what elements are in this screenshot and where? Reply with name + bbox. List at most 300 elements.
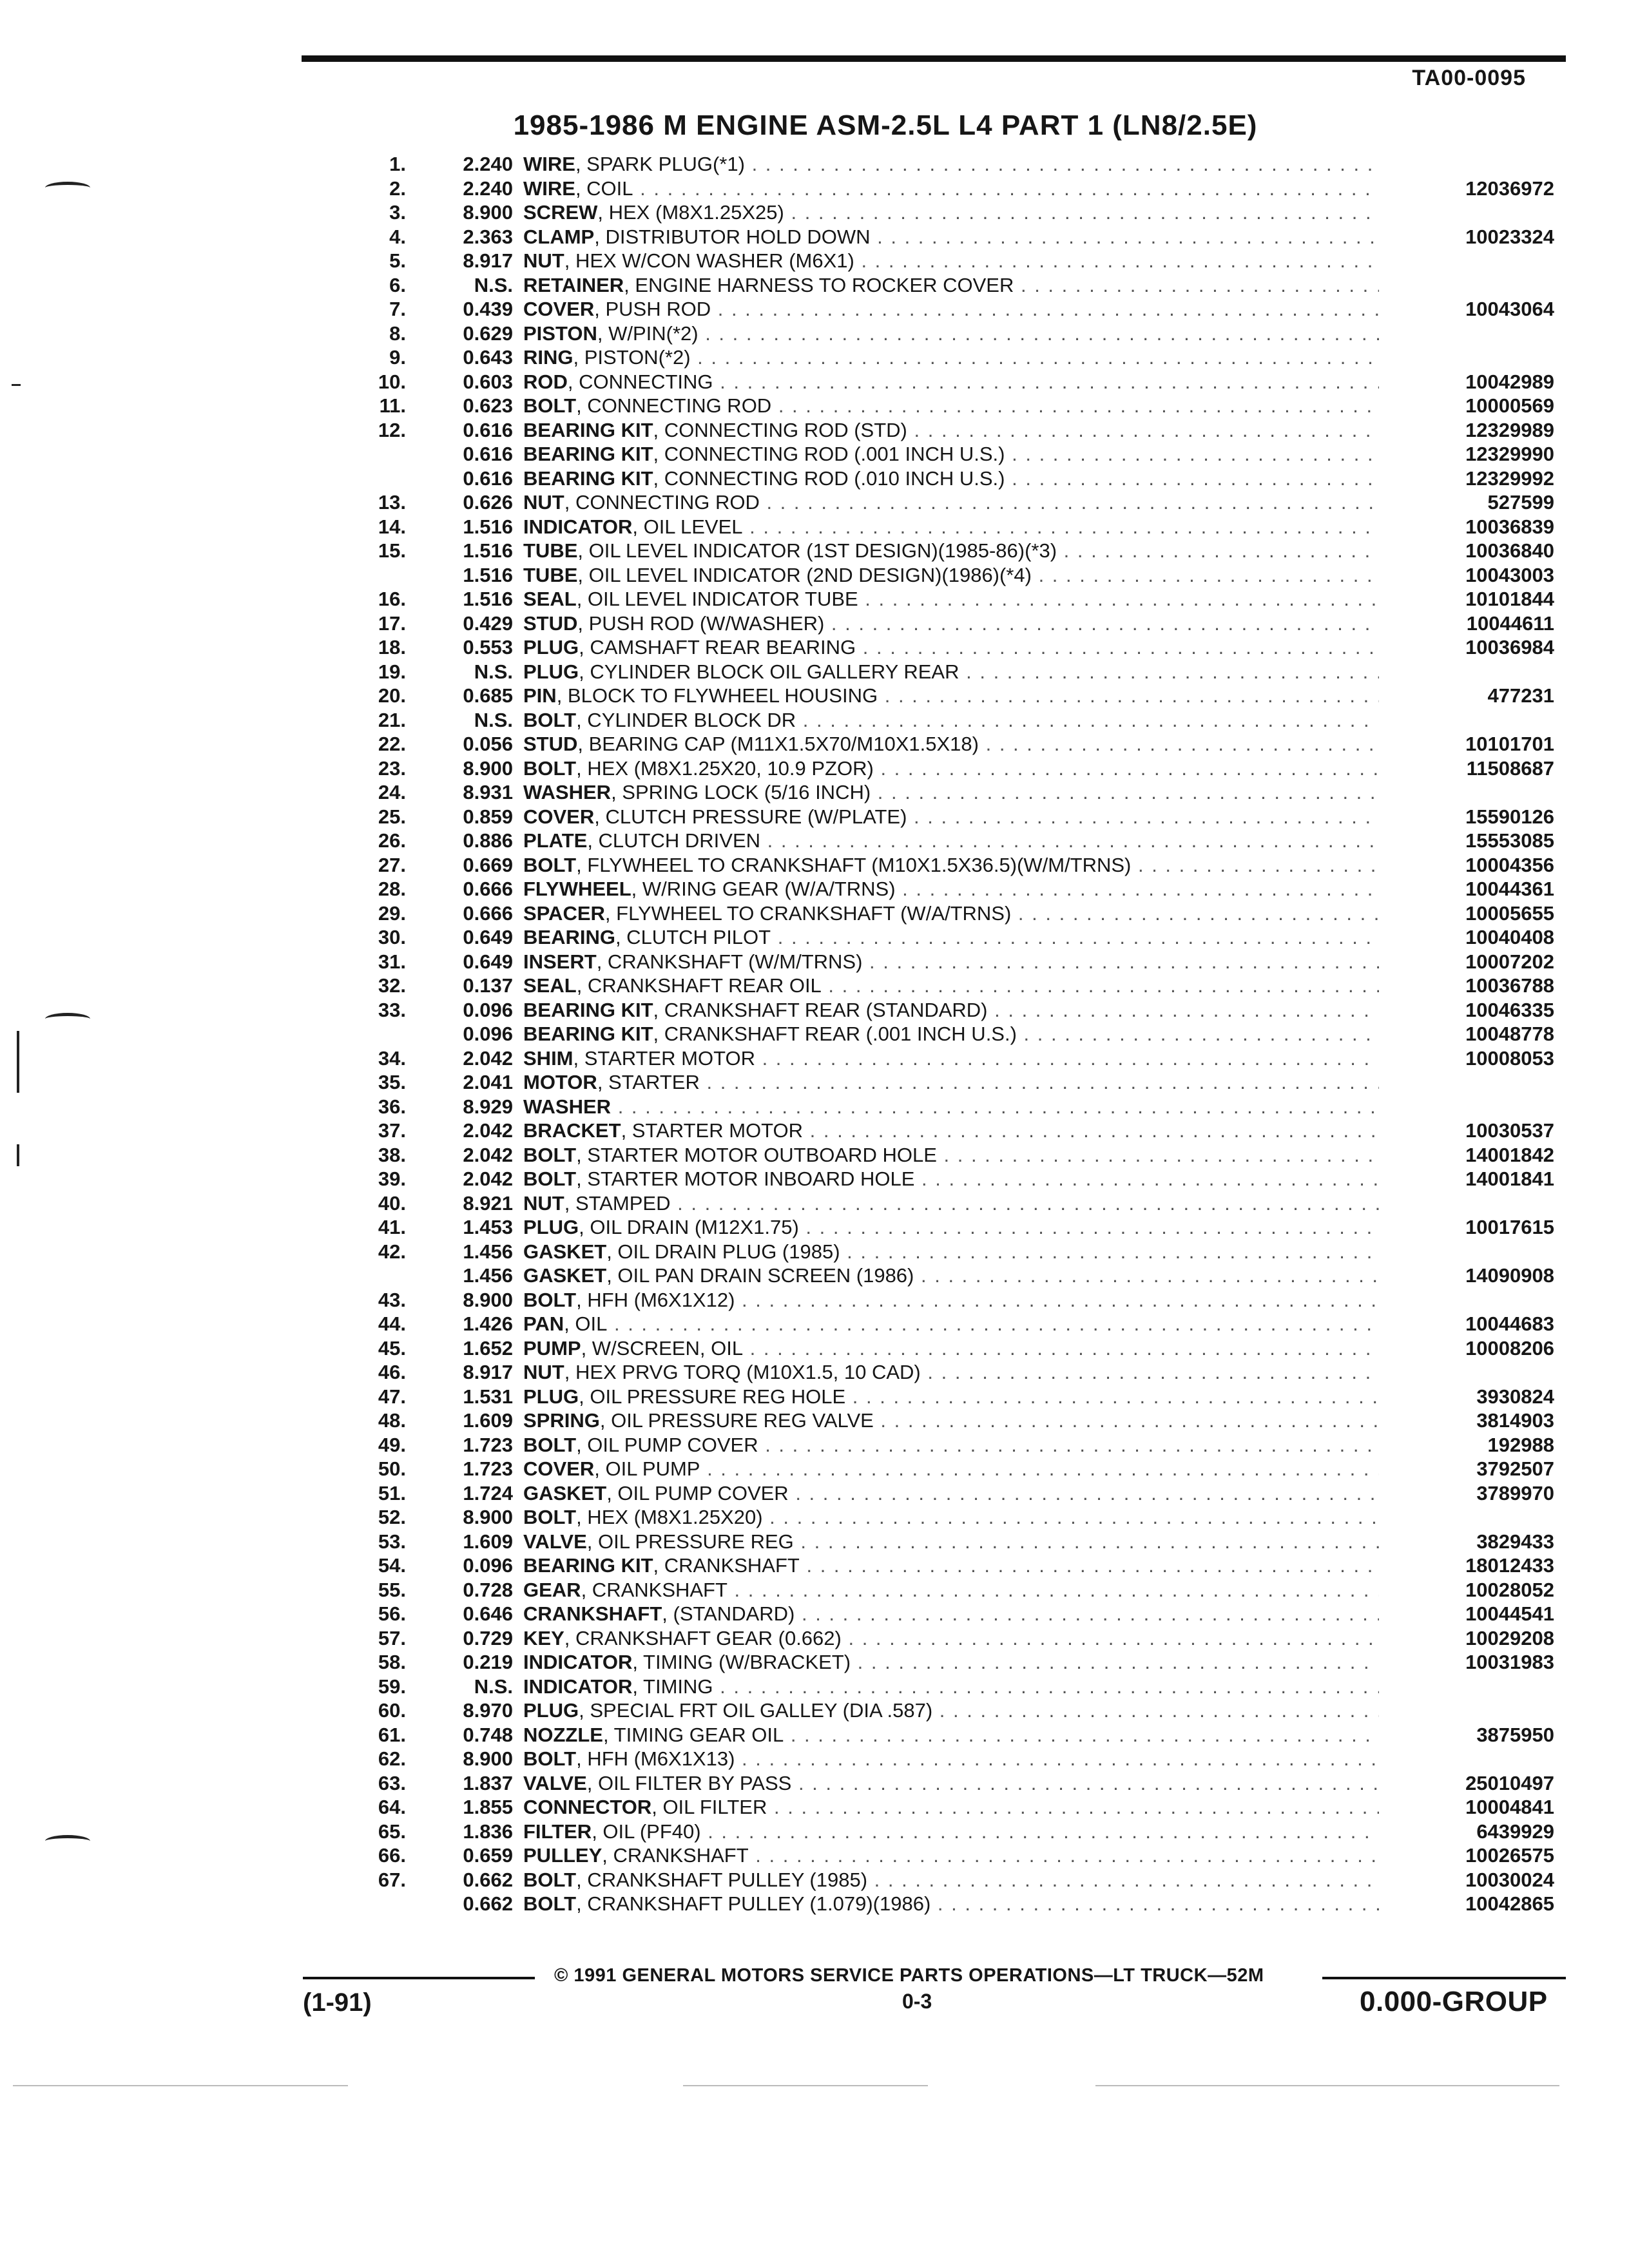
part-number: 14001841 [1380,1167,1554,1191]
part-name: SPRING [523,1409,600,1432]
part-detail: , OIL LEVEL INDICATOR (2ND DESIGN)(1986)(*4) [577,563,1032,586]
group-code: 0.623 [463,394,513,417]
part-row [348,1481,1566,1506]
part-description [523,1843,1379,1868]
part-description [523,1626,1379,1651]
part-description [523,1312,1379,1336]
part-row [348,1070,1566,1095]
group-code: 1.516 [463,588,513,610]
part-detail: , CLUTCH DRIVEN [587,829,761,852]
part-row [348,297,1566,322]
part-description [523,611,1379,636]
group-code: 0.649 [463,950,513,973]
part-row [348,1698,1566,1723]
item-number: 37. [378,1119,406,1142]
part-name: SEAL [523,588,577,610]
part-row [348,1240,1566,1264]
part-detail: , OIL DRAIN (M12X1.75) [579,1216,799,1238]
part-number: 10101844 [1380,587,1554,611]
part-description [523,780,1379,805]
part-number: 10044361 [1380,877,1554,901]
part-name: TUBE [523,563,578,586]
item-number: 38. [378,1143,406,1166]
part-row [348,829,1566,853]
part-number: 18012433 [1380,1553,1554,1578]
part-number: 3875950 [1380,1723,1554,1747]
part-description [523,1408,1379,1433]
part-row [348,177,1566,201]
part-description [523,1022,1379,1046]
group-code: 0.728 [463,1578,513,1601]
part-name: BEARING [523,926,615,948]
part-name: BOLT [523,1143,577,1166]
part-row [348,1095,1566,1119]
part-name: COVER [523,298,595,320]
item-number: 50. [378,1457,406,1480]
part-row [348,418,1566,443]
item-number: 44. [378,1312,406,1335]
part-name: BOLT [523,1506,577,1528]
item-number: 60. [378,1699,406,1722]
part-number: 25010497 [1380,1771,1554,1796]
group-code: 0.137 [463,974,513,997]
page-number: 0-3 [902,1990,932,2013]
part-number: 10101701 [1380,732,1554,756]
part-name: PLATE [523,829,588,852]
part-number: 10000569 [1380,394,1554,418]
part-description [523,1070,1379,1095]
item-number: 5. [389,249,406,272]
item-number: 25. [378,805,406,828]
part-name: STUD [523,611,578,635]
part-row [348,1892,1566,1916]
scan-line [683,2085,928,2086]
part-number: 10044541 [1380,1602,1554,1626]
part-row [348,1408,1566,1433]
group-code: 1.456 [463,1240,513,1263]
part-number: 10043064 [1380,297,1554,322]
part-detail: , CONNECTING ROD [576,394,772,417]
part-name: PISTON [523,322,597,345]
group-code: 0.666 [463,878,513,900]
part-name: PUMP [523,1336,581,1360]
part-number: 10048778 [1380,1022,1554,1046]
part-row [348,1626,1566,1651]
group-code: 0.649 [463,926,513,948]
item-number: 55. [378,1578,406,1601]
group-code: 0.056 [463,733,513,755]
footer-rule-left [303,1977,535,1979]
group-code: 1.609 [463,1530,513,1553]
part-name: INDICATOR [523,1651,633,1673]
part-detail: , OIL PUMP COVER [606,1481,789,1504]
item-number: 18. [378,636,406,658]
part-name: GASKET [523,1481,607,1504]
part-description [523,539,1379,563]
part-row [348,1288,1566,1312]
part-description [523,1505,1379,1530]
group-code: 2.363 [463,225,513,248]
group-code: 8.900 [463,1506,513,1528]
part-name: BOLT [523,1433,577,1456]
group-code: 1.609 [463,1409,513,1432]
part-name: WASHER [523,1095,612,1118]
part-number: 10043003 [1380,563,1554,588]
part-description [523,1336,1379,1361]
item-number: 2. [389,177,406,200]
part-number: 3930824 [1380,1385,1554,1409]
part-number: 10036839 [1380,515,1554,539]
part-row [348,1215,1566,1240]
margin-mark [17,1031,19,1093]
part-row [348,1119,1566,1143]
part-number: 10005655 [1380,901,1554,926]
part-row [348,1360,1566,1385]
group-code: 0.096 [463,1554,513,1577]
part-name: WIRE [523,153,575,175]
part-detail: , FLYWHEEL TO CRANKSHAFT (M10X1.5X36.5)(W/M/TRNS) [576,853,1132,876]
part-row [348,1650,1566,1675]
part-description [523,1119,1379,1143]
part-description [523,1892,1379,1916]
part-name: NUT [523,1191,564,1215]
part-detail: , OIL LEVEL [632,515,743,538]
part-number: 10023324 [1380,225,1554,249]
group-code: 0.096 [463,1023,513,1045]
part-name: STUD [523,733,578,755]
part-row [348,998,1566,1023]
group-code: 0.685 [463,684,513,707]
part-detail: , CONNECTING ROD (STD) [653,418,907,441]
part-name: GASKET [523,1240,607,1263]
margin-mark [45,1835,90,1847]
group-number: 0.000-GROUP [1360,1986,1548,2017]
group-code: 8.900 [463,756,513,780]
group-code: 8.917 [463,249,513,272]
item-number: 15. [378,539,406,562]
part-description [523,1675,1379,1699]
part-description [523,152,1379,177]
part-detail: , STARTER [597,1071,700,1093]
part-detail: , BLOCK TO FLYWHEEL HOUSING [556,684,878,707]
part-detail: , HEX W/CON WASHER (M6X1) [564,249,854,272]
part-detail: , HEX (M8X1.25X20) [576,1506,763,1528]
part-row [348,1602,1566,1626]
group-code: 0.859 [463,805,513,828]
item-number: 1. [389,153,406,175]
group-code: 2.042 [463,1046,513,1070]
part-description [523,1046,1379,1071]
item-number: 56. [378,1602,406,1625]
part-description [523,1264,1379,1288]
part-number: 6439929 [1380,1820,1554,1844]
part-name: PAN [523,1312,564,1335]
part-description [523,1457,1379,1481]
part-name: GEAR [523,1578,581,1601]
item-number: 17. [378,611,406,635]
part-name: PLUG [523,636,579,658]
item-number: 31. [378,950,406,973]
part-description [523,249,1379,273]
part-name: PLUG [523,660,579,683]
part-detail: , CAMSHAFT REAR BEARING [579,636,856,658]
item-number: 6. [389,273,406,296]
part-name: COVER [523,805,595,828]
group-code: 0.616 [463,418,513,441]
part-description [523,1095,1379,1119]
part-detail: , W/PIN(*2) [597,322,699,345]
part-name: NOZZLE [523,1723,603,1746]
part-row [348,1578,1566,1602]
margin-mark [12,384,21,386]
part-detail: , STARTER MOTOR [573,1046,755,1070]
part-row [348,345,1566,370]
part-detail: , COIL [575,177,633,200]
part-name: PLUG [523,1385,579,1408]
part-description [523,1553,1379,1578]
part-detail: , OIL PRESSURE REG VALVE [599,1409,874,1432]
part-description [523,394,1379,418]
part-description [523,177,1379,201]
part-description [523,370,1379,394]
part-description [523,225,1379,249]
part-detail: , CRANKSHAFT REAR (.001 INCH U.S.) [653,1023,1017,1045]
part-number: 10046335 [1380,998,1554,1023]
part-number: 10030024 [1380,1868,1554,1892]
part-row [348,370,1566,394]
part-name: PLUG [523,1216,579,1238]
part-description [523,974,1379,998]
part-number: 10008206 [1380,1336,1554,1361]
part-row [348,539,1566,563]
part-row [348,515,1566,539]
part-detail: , SPRING LOCK (5/16 INCH) [611,781,871,803]
page-title [0,110,1629,142]
part-row [348,563,1566,588]
part-name: BOLT [523,1747,577,1770]
part-description [523,708,1379,733]
part-detail: , OIL PUMP [594,1457,700,1480]
part-row [348,1530,1566,1554]
part-row [348,1457,1566,1481]
group-code: 0.662 [463,1868,513,1891]
margin-mark [45,182,90,194]
part-row [348,732,1566,756]
group-code: 1.426 [463,1312,513,1335]
part-number: 12329989 [1380,418,1554,443]
part-row [348,225,1566,249]
part-row [348,1843,1566,1868]
part-description [523,684,1379,708]
part-number: 10042989 [1380,370,1554,394]
part-number: 10004356 [1380,853,1554,878]
item-number: 39. [378,1168,406,1190]
part-description [523,563,1379,588]
part-name: BOLT [523,756,577,780]
part-description [523,877,1379,901]
part-description [523,925,1379,950]
part-detail: , CRANKSHAFT (W/M/TRNS) [596,950,863,973]
item-number: 51. [378,1481,406,1504]
item-number: 32. [378,974,406,997]
group-code: 0.748 [463,1723,513,1746]
group-code: 0.886 [463,829,513,852]
item-number: 41. [378,1216,406,1238]
group-code: 1.516 [463,515,513,538]
part-number: 10004841 [1380,1795,1554,1820]
item-number: 30. [378,926,406,948]
part-detail: , OIL [564,1312,608,1335]
part-number: 10017615 [1380,1215,1554,1240]
part-row [348,466,1566,491]
part-number: 15590126 [1380,805,1554,829]
part-description [523,756,1379,781]
part-name: BEARING KIT [523,998,653,1021]
part-description [523,1771,1379,1796]
part-number: 10036984 [1380,635,1554,660]
part-number: 11508687 [1380,756,1554,781]
group-code: 2.042 [463,1143,513,1166]
part-row [348,249,1566,273]
part-name: NUT [523,249,564,272]
group-code: 8.921 [463,1191,513,1215]
part-row [348,660,1566,684]
part-number: 10044683 [1380,1312,1554,1336]
part-name: SCREW [523,201,598,224]
scan-line [13,2085,348,2086]
part-number: 10044611 [1380,611,1554,636]
part-detail: , HFH (M6X1X12) [576,1288,735,1311]
part-detail: , OIL PUMP COVER [576,1433,758,1456]
part-row [348,200,1566,225]
item-number: 53. [378,1530,406,1553]
part-description [523,418,1379,443]
part-name: INDICATOR [523,515,633,538]
part-description [523,1191,1379,1216]
part-name: FLYWHEEL [523,878,631,900]
scan-line [1095,2085,1559,2086]
part-detail: , CYLINDER BLOCK OIL GALLERY REAR [579,660,959,683]
item-number: 21. [378,708,406,731]
part-number: 12036972 [1380,177,1554,201]
part-row [348,780,1566,805]
item-number: 12. [378,418,406,441]
item-number: 49. [378,1433,406,1456]
part-name: BEARING KIT [523,443,653,465]
group-code: 0.643 [463,346,513,369]
part-number: 10036788 [1380,974,1554,998]
group-code: 1.531 [463,1385,513,1408]
part-name: KEY [523,1626,564,1649]
parts-list [348,152,1566,1916]
part-name: NUT [523,491,564,514]
part-row [348,805,1566,829]
part-detail: , SPARK PLUG(*1) [575,153,745,175]
item-number: 4. [389,225,406,248]
group-code: 0.616 [463,443,513,465]
part-detail: , CLUTCH PRESSURE (W/PLATE) [594,805,907,828]
footer-rule-right [1322,1977,1566,1979]
part-number: 10042865 [1380,1892,1554,1916]
part-number: 527599 [1380,490,1554,515]
item-number: 22. [378,733,406,755]
part-row [348,635,1566,660]
item-number: 3. [389,201,406,224]
part-number: 14001842 [1380,1143,1554,1168]
part-row [348,1553,1566,1578]
group-code: 1.724 [463,1481,513,1504]
part-detail: , STARTER MOTOR INBOARD HOLE [576,1168,915,1190]
part-name: CRANKSHAFT [523,1602,662,1625]
part-description [523,1240,1379,1264]
part-description [523,1385,1379,1409]
part-detail: , ENGINE HARNESS TO ROCKER COVER [624,273,1014,296]
part-detail: , PUSH ROD (W/WASHER) [577,611,825,635]
group-code: 2.042 [463,1168,513,1190]
item-number: 26. [378,829,406,852]
group-code: 0.096 [463,998,513,1021]
item-number: 57. [378,1626,406,1649]
part-name: FILTER [523,1820,592,1843]
part-detail: , TIMING (W/BRACKET) [632,1651,851,1673]
part-detail: , CRANKSHAFT REAR (STANDARD) [653,998,988,1021]
item-number: 19. [378,660,406,683]
group-code: 8.917 [463,1361,513,1383]
part-description [523,466,1379,491]
part-row [348,587,1566,611]
part-description [523,1215,1379,1240]
part-detail: , CONNECTING ROD (.001 INCH U.S.) [653,443,1005,465]
part-description [523,200,1379,225]
item-number: 62. [378,1747,406,1770]
part-detail: , OIL PRESSURE REG [586,1530,794,1553]
part-number: 10030537 [1380,1119,1554,1143]
part-description [523,1723,1379,1747]
part-row [348,611,1566,636]
part-description [523,1650,1379,1675]
part-row [348,1771,1566,1796]
part-description [523,587,1379,611]
part-description [523,345,1379,370]
part-name: BEARING KIT [523,466,653,490]
part-description [523,1530,1379,1554]
part-row [348,684,1566,708]
group-code: 0.616 [463,466,513,490]
part-name: SPACER [523,901,605,925]
part-detail: , OIL DRAIN PLUG (1985) [606,1240,840,1263]
item-number: 65. [378,1820,406,1843]
part-detail: , OIL LEVEL INDICATOR TUBE [576,588,858,610]
part-name: BOLT [523,1288,577,1311]
part-description [523,901,1379,926]
item-number: 58. [378,1651,406,1673]
part-row [348,950,1566,974]
part-row [348,901,1566,926]
item-number: 45. [378,1336,406,1360]
part-name: BOLT [523,1892,577,1915]
part-description [523,732,1379,756]
group-code: 8.970 [463,1699,513,1722]
item-number: 61. [378,1723,406,1746]
part-name: VALVE [523,1530,587,1553]
part-row [348,1143,1566,1168]
part-description [523,442,1379,466]
part-description [523,660,1379,684]
part-description [523,1698,1379,1723]
part-description [523,1143,1379,1168]
group-code: 0.219 [463,1651,513,1673]
part-row [348,1505,1566,1530]
